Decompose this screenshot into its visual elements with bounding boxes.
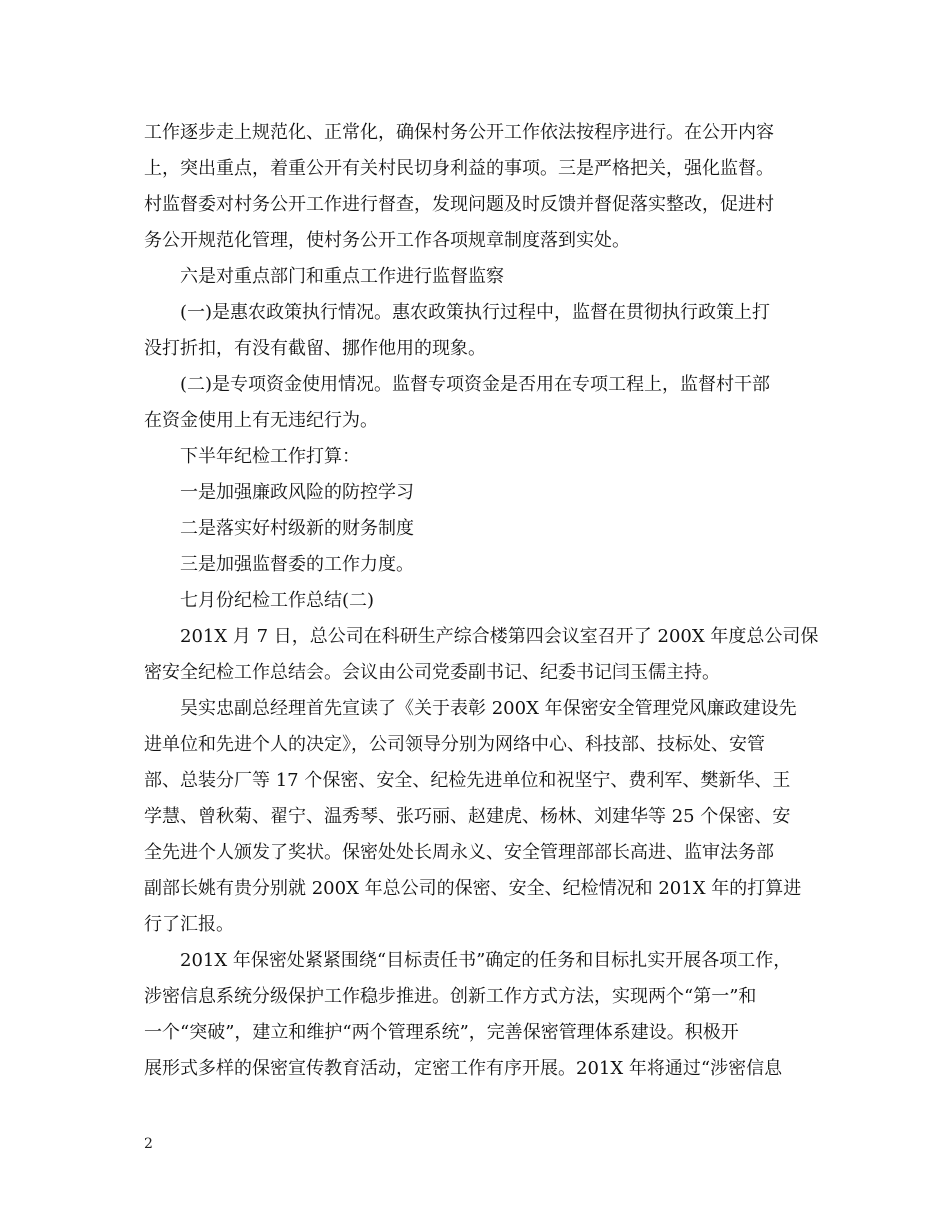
text-line: 部、总装分厂等 17 个保密、安全、纪检先进单位和祝坚宁、费利军、樊新华、王 [144,770,791,791]
page-number: 2 [144,1136,153,1152]
text-line: 涉密信息系统分级保护工作稳步推进。创新工作方式方法，实现两个“第一”和 [144,986,757,1007]
section-heading: 六是对重点部门和重点工作进行监督监察 [180,266,504,287]
text-line: 没打折扣，有没有截留、挪作他用的现象。 [144,338,486,359]
section-heading: 下半年纪检工作打算： [180,446,360,467]
text-line: 行了汇报。 [144,914,234,935]
text-line: 进单位和先进个人的决定》，公司领导分别为网络中心、科技部、技标处、安管 [144,734,765,755]
text-line: 学慧、曾秋菊、翟宁、温秀琴、张巧丽、赵建虎、杨林、刘建华等 25 个保密、安 [144,806,791,827]
list-item: 三是加强监督委的工作力度。 [180,554,414,575]
text-line: 在资金使用上有无违纪行为。 [144,410,378,431]
text-line: 全先进个人颁发了奖状。保密处处长周永义、安全管理部部长高进、监审法务部 [144,842,774,863]
text-line: (一)是惠农政策执行情况。惠农政策执行过程中，监督在贯彻执行政策上打 [180,302,771,323]
text-line: 副部长姚有贵分别就 200X 年总公司的保密、安全、纪检情况和 201X 年的打算进 [144,878,802,899]
list-item: 二是落实好村级新的财务制度 [180,518,414,539]
text-line: 吴实忠副总经理首先宣读了《关于表彰 200X 年保密安全管理党风廉政建设先 [180,698,797,719]
text-line: 上，突出重点，着重公开有关村民切身利益的事项。三是严格把关，强化监督。 [144,158,774,179]
list-item: 一是加强廉政风险的防控学习 [180,482,414,503]
text-line: 201X 年保密处紧紧围绕“目标责任书”确定的任务和目标扎实开展各项工作， [180,950,792,971]
text-line: 201X 月 7 日，总公司在科研生产综合楼第四会议室召开了 200X 年度总公司保 [180,626,819,647]
text-line: (二)是专项资金使用情况。监督专项资金是否用在专项工程上，监督村干部 [180,374,771,395]
text-line: 密安全纪检工作总结会。会议由公司党委副书记、纪委书记闫玉儒主持。 [144,662,720,683]
text-line: 工作逐步走上规范化、正常化，确保村务公开工作依法按程序进行。在公开内容 [144,122,774,143]
text-line: 展形式多样的保密宣传教育活动，定密工作有序开展。201X 年将通过“涉密信息 [144,1058,783,1079]
text-line: 务公开规范化管理，使村务公开工作各项规章制度落到实处。 [144,230,630,251]
text-line: 村监督委对村务公开工作进行督查，发现问题及时反馈并督促落实整改，促进村 [144,194,774,215]
section-title: 七月份纪检工作总结(二) [180,590,375,611]
text-line: 一个“突破”，建立和维护“两个管理系统”，完善保密管理体系建设。积极开 [144,1022,739,1043]
